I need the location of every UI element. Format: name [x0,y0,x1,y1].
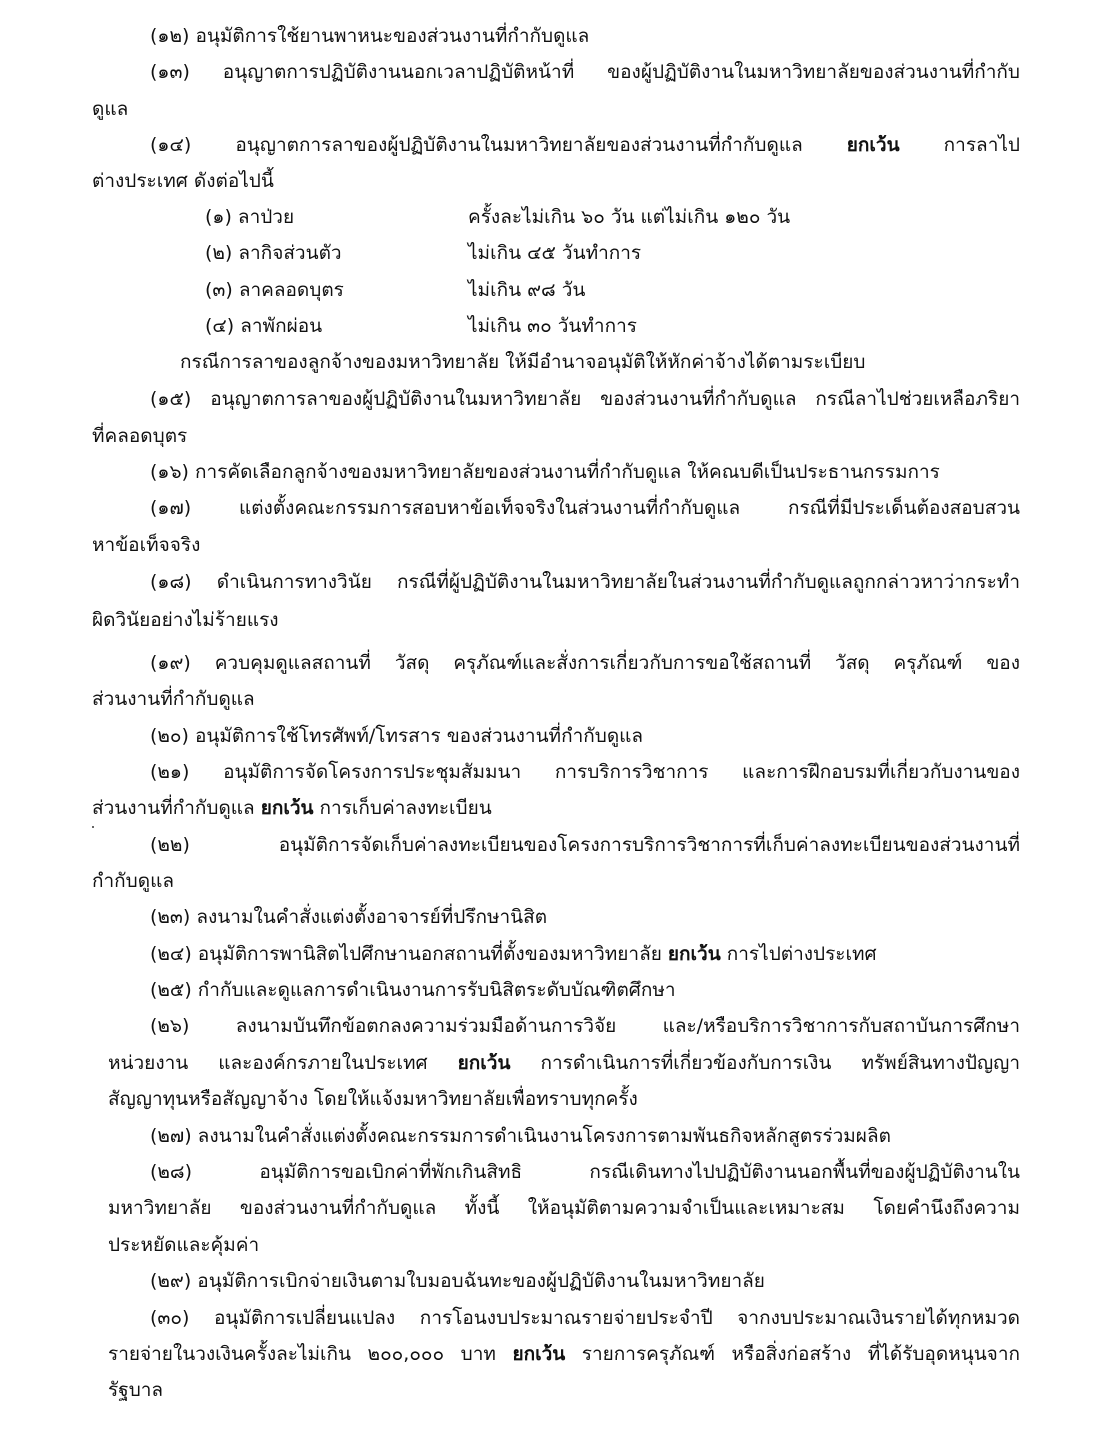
item-15-line-1: (๑๕) อนุญาตการลาของผู้ปฏิบัติงานในมหาวิทยาลัย ของส่วนงานที่กำกับดูแล กรณีลาไปช่วยเหลือภริยา [150,388,1020,410]
item-12: (๑๒) อนุมัติการใช้ยานพาหนะของส่วนงานที่กำกับดูแล [150,25,590,47]
item-17-line-1: (๑๗) แต่งตั้งคณะกรรมการสอบหาข้อเท็จจริงในส่วนงานที่กำกับดูแล กรณีที่มีประเด็นต้องสอบสวน [150,497,1020,519]
item-30-text-end: รายการครุภัณฑ์ หรือสิ่งก่อสร้าง ที่ได้รับอุดหนุนจาก [565,1343,1020,1365]
item-21-text-end: การเก็บค่าลงทะเบียน [313,797,492,819]
item-13-line-2: ดูแล [92,98,129,120]
leave-sick-limit: ครั้งละไม่เกิน ๖๐ วัน แต่ไม่เกิน ๑๒๐ วัน [468,206,791,228]
item-21-text: ส่วนงานที่กำกับดูแล [92,797,261,819]
item-25: (๒๕) กำกับและดูแลการดำเนินงานการรับนิสิตระดับบัณฑิตศึกษา [150,979,676,1001]
leave-vacation-label: (๔) ลาพักผ่อน [205,315,323,337]
item-30-line-3: รัฐบาล [108,1379,164,1401]
item-26-text: หน่วยงาน และองค์กรภายในประเทศ [108,1052,458,1074]
item-29: (๒๙) อนุมัติการเบิกจ่ายเงินตามใบมอบฉันทะของผู้ปฏิบัติงานในมหาวิทยาลัย [150,1270,765,1292]
item-20: (๒๐) อนุมัติการใช้โทรศัพท์/โทรสาร ของส่วนงานที่กำกับดูแล [150,725,644,747]
item-28-line-1: (๒๘) อนุมัติการขอเบิกค่าที่พักเกินสิทธิ กรณีเดินทางไปปฏิบัติงานนอกพื้นที่ของผู้ปฏิบัติงานใน [150,1161,1020,1183]
item-28-line-2: มหาวิทยาลัย ของส่วนงานที่กำกับดูแล ทั้งนี้ ให้อนุมัติตามความจำเป็นและเหมาะสม โดยคำนึงถึงความ [108,1197,1020,1219]
item-19-line-1: (๑๙) ควบคุมดูแลสถานที่ วัสดุ ครุภัณฑ์และสั่งการเกี่ยวกับการขอใช้สถานที่ วัสดุ ครุภัณฑ์ ของ [150,652,1020,674]
item-14-text-end: การลาไป [899,134,1020,156]
item-14-text: (๑๔) อนุญาตการลาของผู้ปฏิบัติงานในมหาวิทยาลัยของส่วนงานที่กำกับดูแล [150,134,847,156]
item-30-except: ยกเว้น [512,1343,566,1365]
item-22-line-2: กำกับดูแล [92,870,174,892]
item-13-line-1: (๑๓) อนุญาตการปฏิบัติงานนอกเวลาปฏิบัติหน้าที่ ของผู้ปฏิบัติงานในมหาวิทยาลัยของส่วนงานที่กำกับ [150,61,1020,83]
item-26-line-2 [108,1051,1020,1075]
item-30-text: รายจ่ายในวงเงินครั้งละไม่เกิน ๒๐๐,๐๐๐ บาท [108,1343,513,1365]
item-17-line-2: หาข้อเท็จจริง [92,534,201,556]
item-23: (๒๓) ลงนามในคำสั่งแต่งตั้งอาจารย์ที่ปรึกษานิสิต [150,906,548,928]
leave-maternity-label: (๓) ลาคลอดบุตร [205,279,344,301]
item-14-note: กรณีการลาของลูกจ้างของมหาวิทยาลัย ให้มีอำนาจอนุมัติให้หักค่าจ้างได้ตามระเบียบ [180,351,866,373]
item-22-line-1: (๒๒) อนุมัติการจัดเก็บค่าลงทะเบียนของโครงการบริการวิชาการที่เก็บค่าลงทะเบียนของส่วนงานที่ [150,834,1020,856]
item-30-line-2 [108,1342,1020,1366]
leave-personal-limit: ไม่เกิน ๔๕ วันทำการ [468,242,642,264]
item-24 [150,942,877,966]
leave-vacation-limit: ไม่เกิน ๓๐ วันทำการ [468,315,637,337]
item-16: (๑๖) การคัดเลือกลูกจ้างของมหาวิทยาลัยของส่วนงานที่กำกับดูแล ให้คณบดีเป็นประธานกรรมการ [150,461,940,483]
item-26-line-3: สัญญาทุนหรือสัญญาจ้าง โดยให้แจ้งมหาวิทยาลัยเพื่อทราบทุกครั้ง [108,1088,638,1110]
item-21-line-1: (๒๑) อนุมัติการจัดโครงการประชุมสัมมนา การบริการวิชาการ และการฝึกอบรมที่เกี่ยวกับงานของ [150,761,1020,783]
item-24-text: (๒๔) อนุมัติการพานิสิตไปศึกษานอกสถานที่ตั้งของมหาวิทยาลัย [150,943,668,965]
item-26-except: ยกเว้น [457,1052,511,1074]
item-26-line-1: (๒๖) ลงนามบันทึกข้อตกลงความร่วมมือด้านการวิจัย และ/หรือบริการวิชาการกับสถาบันการศึกษา [150,1015,1020,1037]
item-21-except: ยกเว้น [260,797,314,819]
leave-maternity-limit: ไม่เกิน ๙๘ วัน [468,279,586,301]
scan-speck [92,826,94,828]
item-21-line-2 [92,796,492,820]
item-24-text-end: การไปต่างประเทศ [720,943,877,965]
item-15-line-2: ที่คลอดบุตร [92,425,188,447]
item-19-line-2: ส่วนงานที่กำกับดูแล [92,688,255,710]
item-14-line-2: ต่างประเทศ ดังต่อไปนี้ [92,170,274,192]
item-18-line-2: ผิดวินัยอย่างไม่ร้ายแรง [92,609,279,631]
leave-sick-label: (๑) ลาป่วย [205,206,295,228]
item-26-text-end: การดำเนินการที่เกี่ยวข้องกับการเงิน ทรัพย์สินทางปัญญา [510,1052,1020,1074]
item-24-except: ยกเว้น [667,943,721,965]
leave-personal-label: (๒) ลากิจส่วนตัว [205,242,342,264]
item-18-line-1: (๑๘) ดำเนินการทางวินัย กรณีที่ผู้ปฏิบัติงานในมหาวิทยาลัยในส่วนงานที่กำกับดูแลถูกกล่าวหาว่ากระทำ [150,571,1020,593]
item-30-line-1: (๓๐) อนุมัติการเปลี่ยนแปลง การโอนงบประมาณรายจ่ายประจำปี จากงบประมาณเงินรายได้ทุกหมวด [150,1307,1020,1329]
item-27: (๒๗) ลงนามในคำสั่งแต่งตั้งคณะกรรมการดำเนินงานโครงการตามพันธกิจหลักสูตรร่วมผลิต [150,1125,891,1147]
item-28-line-3: ประหยัดและคุ้มค่า [108,1234,260,1256]
item-14-line-1 [150,133,1020,157]
item-14-except: ยกเว้น [846,134,900,156]
